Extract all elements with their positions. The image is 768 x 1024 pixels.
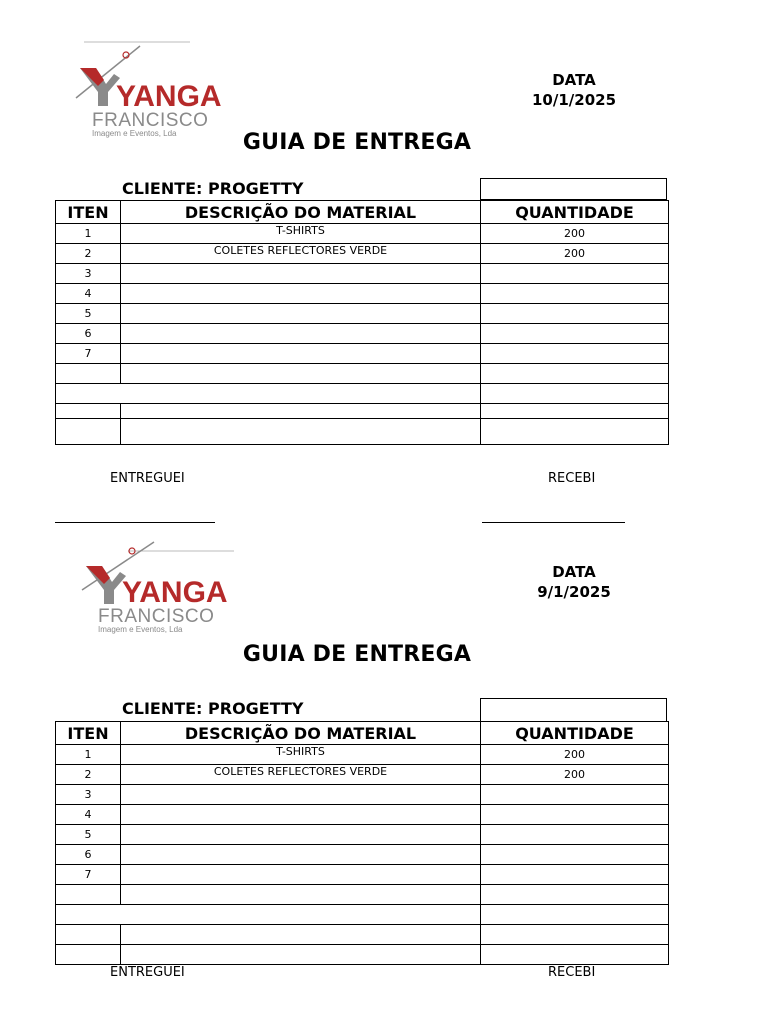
item-cell: 1 — [56, 224, 121, 244]
item-cell — [56, 419, 121, 445]
quantity-cell — [481, 284, 669, 304]
description-cell — [121, 945, 481, 965]
received-label: RECEBI — [548, 965, 596, 980]
table-row — [56, 765, 669, 785]
table-row — [56, 885, 669, 905]
table-row — [56, 419, 669, 445]
item-cell: 7 — [56, 344, 121, 364]
item-cell: 3 — [56, 264, 121, 284]
description-cell — [121, 805, 481, 825]
description-cell — [121, 304, 481, 324]
date-label: DATA — [552, 71, 596, 89]
description-cell — [121, 845, 481, 865]
table-row — [56, 404, 669, 419]
item-cell: 4 — [56, 284, 121, 304]
svg-text:YANGA: YANGA — [122, 576, 228, 609]
received-label: RECEBI — [548, 471, 596, 486]
table-row — [56, 364, 669, 384]
svg-text:FRANCISCO: FRANCISCO — [92, 110, 209, 131]
quantity-cell — [481, 364, 669, 384]
description-cell — [121, 264, 481, 284]
client-extra-box — [480, 178, 667, 200]
quantity-cell — [481, 805, 669, 825]
item-cell: 3 — [56, 785, 121, 805]
quantity-cell — [481, 945, 669, 965]
client-label: CLIENTE: PROGETTY — [122, 699, 304, 718]
quantity-cell — [481, 785, 669, 805]
description-cell — [121, 865, 481, 885]
client-extra-box — [480, 698, 667, 722]
table-row — [56, 825, 669, 845]
date-label: DATA — [552, 563, 596, 581]
table-row — [56, 284, 669, 304]
description-cell — [121, 825, 481, 845]
table-row — [56, 785, 669, 805]
quantity-cell — [481, 384, 669, 404]
description-cell: T-SHIRTS — [121, 745, 481, 765]
quantity-cell — [481, 845, 669, 865]
quantity-cell — [481, 419, 669, 445]
description-cell — [121, 885, 481, 905]
description-cell: COLETES REFLECTORES VERDE — [121, 765, 481, 785]
company-logo — [72, 34, 232, 140]
table-row — [56, 324, 669, 344]
item-cell: 4 — [56, 805, 121, 825]
table-row — [56, 244, 669, 264]
description-cell — [121, 284, 481, 304]
received-signature-line — [482, 522, 625, 523]
item-cell — [56, 404, 121, 419]
header-item: ITEN — [56, 201, 121, 224]
table-row — [56, 845, 669, 865]
table-row — [56, 925, 669, 945]
table-row — [56, 344, 669, 364]
description-cell — [121, 344, 481, 364]
item-cell: 2 — [56, 244, 121, 264]
document-title: GUIA DE ENTREGA — [242, 642, 472, 667]
table-header-row — [56, 201, 669, 224]
date-value: 9/1/2025 — [537, 583, 611, 601]
quantity-cell — [481, 885, 669, 905]
item-cell: 6 — [56, 324, 121, 344]
svg-text:YANGA: YANGA — [116, 80, 222, 113]
description-cell — [121, 324, 481, 344]
delivered-label: ENTREGUEI — [110, 471, 185, 486]
merged-cell — [56, 905, 481, 925]
table-row — [56, 224, 669, 244]
svg-text:Imagem e Eventos, Lda: Imagem e Eventos, Lda — [92, 129, 177, 138]
quantity-cell: 200 — [481, 224, 669, 244]
header-description: DESCRIÇÃO DO MATERIAL — [121, 722, 481, 745]
table-row — [56, 905, 669, 925]
quantity-cell — [481, 404, 669, 419]
document-title: GUIA DE ENTREGA — [242, 130, 472, 155]
item-cell — [56, 885, 121, 905]
delivered-label: ENTREGUEI — [110, 965, 185, 980]
quantity-cell — [481, 324, 669, 344]
quantity-cell — [481, 825, 669, 845]
header-description: DESCRIÇÃO DO MATERIAL — [121, 201, 481, 224]
description-cell — [121, 364, 481, 384]
table-row — [56, 865, 669, 885]
table-row — [56, 945, 669, 965]
company-logo — [78, 538, 238, 638]
header-quantity: QUANTIDADE — [481, 722, 669, 745]
description-cell — [121, 419, 481, 445]
table-row — [56, 745, 669, 765]
items-table — [55, 721, 669, 965]
table-row — [56, 264, 669, 284]
svg-text:Imagem e Eventos, Lda: Imagem e Eventos, Lda — [98, 625, 183, 634]
header-quantity: QUANTIDADE — [481, 201, 669, 224]
table-row — [56, 384, 669, 404]
description-cell — [121, 404, 481, 419]
item-cell: 5 — [56, 304, 121, 324]
date-value: 10/1/2025 — [531, 91, 617, 109]
items-table — [55, 200, 669, 445]
description-cell: COLETES REFLECTORES VERDE — [121, 244, 481, 264]
quantity-cell — [481, 865, 669, 885]
item-cell: 6 — [56, 845, 121, 865]
quantity-cell: 200 — [481, 745, 669, 765]
header-item: ITEN — [56, 722, 121, 745]
item-cell: 1 — [56, 745, 121, 765]
svg-text:FRANCISCO: FRANCISCO — [98, 606, 215, 627]
item-cell: 5 — [56, 825, 121, 845]
description-cell — [121, 925, 481, 945]
item-cell — [56, 925, 121, 945]
quantity-cell — [481, 344, 669, 364]
item-cell: 7 — [56, 865, 121, 885]
item-cell — [56, 945, 121, 965]
table-header-row — [56, 722, 669, 745]
item-cell — [56, 364, 121, 384]
quantity-cell — [481, 304, 669, 324]
table-row — [56, 805, 669, 825]
quantity-cell — [481, 264, 669, 284]
quantity-cell: 200 — [481, 244, 669, 264]
table-row — [56, 304, 669, 324]
description-cell — [121, 785, 481, 805]
quantity-cell: 200 — [481, 765, 669, 785]
client-label: CLIENTE: PROGETTY — [122, 179, 304, 198]
quantity-cell — [481, 905, 669, 925]
item-cell: 2 — [56, 765, 121, 785]
description-cell: T-SHIRTS — [121, 224, 481, 244]
merged-cell — [56, 384, 481, 404]
delivered-signature-line — [55, 522, 215, 523]
quantity-cell — [481, 925, 669, 945]
